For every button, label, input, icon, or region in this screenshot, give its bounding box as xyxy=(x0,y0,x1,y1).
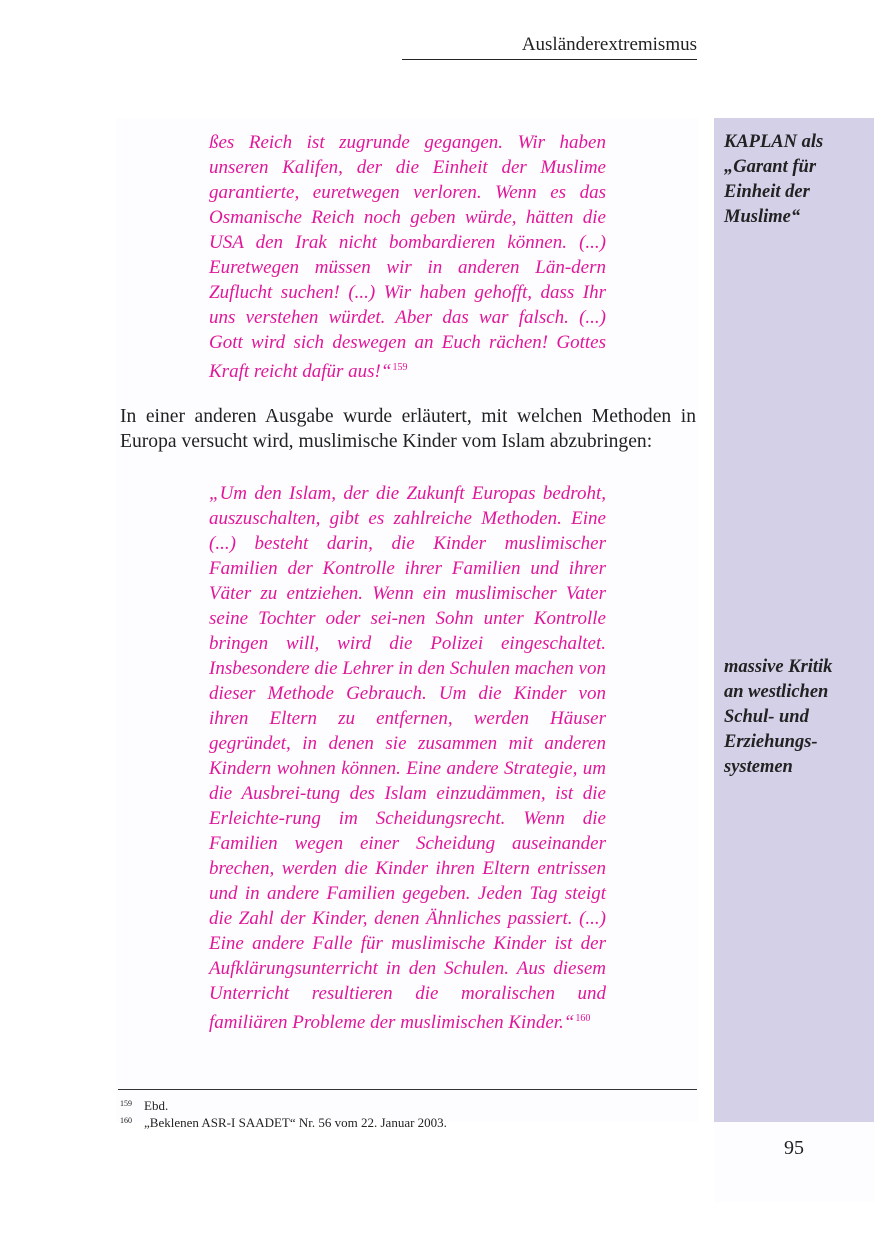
body-paragraph-text: In einer anderen Ausgabe wurde erläutert, mit welchen Methoden in Europa versucht wird, muslimische Kinder vom Islam abzubringen: xyxy=(120,406,696,452)
margin-note-kaplan xyxy=(724,130,866,230)
margin-note-line: KAPLAN als xyxy=(724,132,824,152)
margin-note-line: massive Kritik xyxy=(724,657,833,677)
page-number-box xyxy=(714,1122,874,1202)
footnote-number: 160 xyxy=(120,1116,132,1125)
footnote-ref-160[interactable]: 160 xyxy=(575,1013,591,1024)
footnote-159 xyxy=(120,1096,168,1114)
quote-1-text: ßes Reich ist zugrunde gegangen. Wir haben unseren Kalifen, der die Einheit der Muslime garantierte, euretwegen verloren. Wenn es das Osmanische Reich noch geben würde, hätten die USA den Irak nicht bombardieren können. (...) Euretwegen müssen wir in anderen Län-dern Zuflucht suchen! (...) Wir haben gehofft, dass Ihr uns verstehen würdet. Aber das war falsch. (...) Gott wird sich deswegen an Euch rächen! Gottes Kraft reicht dafür aus!“ xyxy=(209,132,606,382)
running-header: Ausländerextremismus xyxy=(402,34,697,60)
margin-note-line: systemen xyxy=(724,757,793,777)
footnote-text: „Beklenen ASR-I SAADET“ Nr. 56 vom 22. Januar 2003. xyxy=(144,1115,447,1130)
margin-note-line: Erziehungs- xyxy=(724,732,818,752)
quote-2-text: „Um den Islam, der die Zukunft Europas bedroht, auszuschalten, gibt es zahlreiche Methoden. Eine (...) besteht darin, die Kinder muslimischer Familien der Kontrolle ihrer Familien und ihrer Väter zu entziehen. Wenn ein muslimischer Vater seine Tochter oder sei-nen Sohn unter Kontrolle bringen will, wird die Polizei eingeschaltet. Insbesondere die Lehrer in den Schulen machen von dieser Methode Gebrauch. Um die Kinder von ihren Eltern zu entfernen, werden Häuser gegründet, in denen sie zusammen mit anderen Kindern wohnen können. Eine andere Strategie, um die Ausbrei-tung des Islam einzudämmen, ist die Erleichte-rung im Scheidungsrecht. Wenn die Familien wegen einer Scheidung auseinander brechen, werden die Kinder ihren Eltern entrissen und in andere Familien gegeben. Jeden Tag steigt die Zahl der Kinder, denen Ähnliches passiert. (...) Eine andere Falle für muslimische Kinder ist der Aufklärungsunterricht in den Schulen. Aus diesem Unterricht resultieren die moralischen und familiären Probleme der muslimischen Kinder.“ xyxy=(209,483,606,1033)
footnote-160 xyxy=(120,1113,447,1131)
footnote-ref-159[interactable]: 159 xyxy=(392,362,408,373)
margin-note-line: Muslime“ xyxy=(724,207,801,227)
page-number: 95 xyxy=(784,1137,804,1159)
quote-block-2 xyxy=(209,481,606,1035)
margin-note-line: „Garant für xyxy=(724,157,817,177)
footnote-number: 159 xyxy=(120,1099,132,1108)
margin-note-line: an westlichen xyxy=(724,682,829,702)
body-paragraph xyxy=(120,404,696,454)
quote-block-1 xyxy=(209,130,606,384)
footnote-divider xyxy=(118,1089,697,1090)
margin-note-line: Einheit der xyxy=(724,182,810,202)
footnote-text: Ebd. xyxy=(144,1098,169,1113)
margin-note-line: Schul- und xyxy=(724,707,809,727)
margin-note-kritik xyxy=(724,655,866,780)
margin-notes-panel xyxy=(714,118,874,1122)
